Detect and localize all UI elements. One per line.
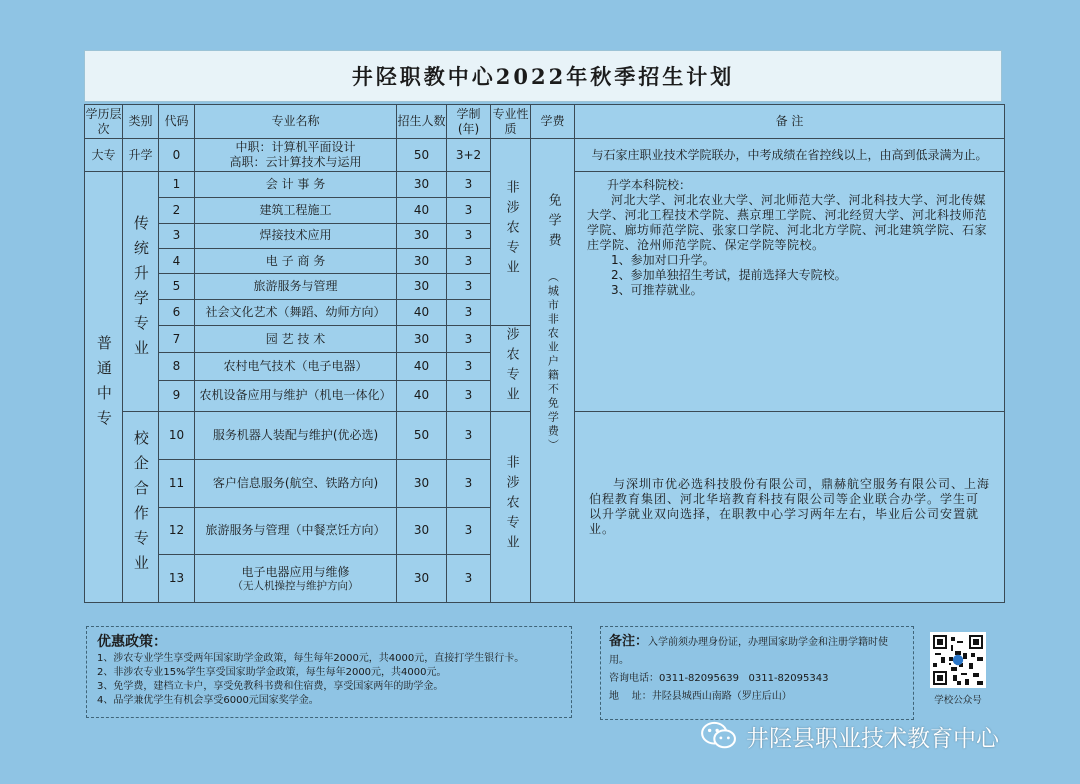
row-major: 焊接技术应用 [195, 223, 397, 248]
row-code: 12 [159, 507, 195, 555]
remark-traditional-item3: 3、可推荐就业。 [611, 282, 703, 297]
watermark-text: 井陉县职业技术教育中心 [746, 725, 999, 752]
nature-non-agri: 非涉农专业 [503, 180, 519, 281]
preferential-policy-box [86, 626, 572, 718]
row-major: 电 子 商 务 [195, 248, 397, 273]
fee-note: （城市非农业户籍不免学费） [546, 271, 560, 454]
row-enroll: 30 [397, 507, 447, 555]
row-code: 8 [159, 353, 195, 380]
row-code: 1 [159, 171, 195, 197]
row-years: 3 [447, 380, 491, 412]
page-title: 井陉职教中心2022年秋季招生计划 [351, 64, 735, 89]
row-code: 2 [159, 198, 195, 223]
college-code: 0 [159, 139, 195, 171]
policy-title: 优惠政策： [97, 634, 167, 650]
header-nature: 专业性质 [491, 105, 531, 139]
row-enroll: 40 [397, 198, 447, 223]
row-years: 3 [447, 459, 491, 507]
row-major: 旅游服务与管理 [195, 274, 397, 299]
qr-label: 学校公众号 [934, 695, 982, 706]
row-enroll: 30 [397, 171, 447, 197]
header-category: 类别 [123, 105, 159, 139]
row-code: 11 [159, 459, 195, 507]
row-years: 3 [447, 171, 491, 197]
college-major-line2: 高职：云计算技术与运用 [229, 155, 362, 170]
college-level: 大专 [85, 139, 123, 171]
table-row-college [85, 139, 1005, 171]
row-enroll: 40 [397, 380, 447, 412]
college-enroll: 50 [397, 139, 447, 171]
qr-code-icon [930, 632, 986, 688]
remark-traditional-heading: 升学本科院校： [607, 177, 692, 192]
table-header-row [85, 105, 1005, 139]
level-secondary-cell [85, 171, 123, 602]
row-code: 6 [159, 299, 195, 325]
row-years: 3 [447, 507, 491, 555]
category-enterprise-cell [123, 412, 159, 603]
row-enroll: 40 [397, 353, 447, 380]
row-years: 3 [447, 223, 491, 248]
remark-traditional-item1: 1、参加对口升学。 [611, 252, 715, 267]
header-code: 代码 [159, 105, 195, 139]
college-major [195, 139, 397, 171]
nature-agri: 涉农专业 [503, 326, 519, 407]
row-major: 服务机器人装配与维护(优必选) [195, 412, 397, 460]
row-major: 会 计 事 务 [195, 171, 397, 197]
fee-cell [531, 139, 575, 603]
row-years: 3 [447, 248, 491, 273]
row-enroll: 30 [397, 248, 447, 273]
row-major: 社会文化艺术（舞蹈、幼师方向） [195, 299, 397, 325]
address-label: 地 址： [609, 691, 652, 702]
remark-enterprise-text: 与深圳市优必选科技股份有限公司，鼎赫航空服务有限公司、上海伯程教育集团、河北华培教育科技有限公司等企业联合办学。学生可以升学就业双向选择，在职教中心学习两年左右，毕业后公司安置就业。 [589, 477, 991, 537]
row-years: 3 [447, 299, 491, 325]
nature-non-agri-2: 非涉农专业 [503, 455, 519, 556]
nature-agri-cell [491, 326, 531, 412]
row-code: 4 [159, 248, 195, 273]
row-code: 3 [159, 223, 195, 248]
header-level: 学历层次 [85, 105, 123, 139]
address-text: 井陉县城西山南路（罗庄后山） [651, 691, 792, 702]
college-category: 升学 [123, 139, 159, 171]
remark-enterprise [575, 412, 1005, 603]
row-major: 园 艺 技 术 [195, 326, 397, 353]
header-major: 专业名称 [195, 105, 397, 139]
notes-label: 备注： [609, 634, 649, 649]
row-major-main: 电子电器应用与维修 [241, 564, 350, 579]
row-enroll: 30 [397, 223, 447, 248]
policy-item: 2、非涉农专业15%学生享受国家助学金政策，每生每年2000元，共4000元。 [97, 667, 447, 678]
watermark [700, 718, 999, 754]
row-years: 3 [447, 326, 491, 353]
row-years: 3 [447, 274, 491, 299]
page-title-box [84, 50, 1002, 102]
category-school-enterprise: 校企合作专业 [131, 430, 150, 581]
header-remark: 备 注 [575, 105, 1005, 139]
policy-item: 1、涉农专业学生享受两年国家助学金政策，每生每年2000元，共4000元，直接打学生银行卡。 [97, 653, 525, 664]
phone-label: 咨询电话： [609, 673, 659, 684]
policy-item: 3、免学费，建档立卡户，享受免教科书费和住宿费，享受国家两年的助学金。 [97, 681, 444, 692]
row-major: 客户信息服务(航空、铁路方向) [195, 459, 397, 507]
row-years: 3 [447, 198, 491, 223]
category-traditional: 传统升学专业 [131, 214, 150, 365]
row-major [195, 555, 397, 603]
row-code: 13 [159, 555, 195, 603]
header-years: 学制(年) [447, 105, 491, 139]
header-enroll: 招生人数 [397, 105, 447, 139]
row-years: 3 [447, 412, 491, 460]
college-major-line1: 中职：计算机平面设计 [235, 140, 356, 155]
enrollment-plan-table [84, 104, 1005, 603]
nature-non-agri-2-cell [491, 412, 531, 603]
row-major: 旅游服务与管理（中餐烹饪方向） [195, 507, 397, 555]
category-traditional-cell [123, 171, 159, 411]
row-code: 10 [159, 412, 195, 460]
level-secondary: 普通中专 [94, 334, 113, 435]
row-code: 9 [159, 380, 195, 412]
row-code: 7 [159, 326, 195, 353]
notes-box [600, 626, 914, 720]
row-enroll: 40 [397, 299, 447, 325]
remark-traditional-item2: 2、参加单独招生考试，提前选择大专院校。 [611, 267, 847, 282]
row-major: 农村电气技术（电子电器） [195, 353, 397, 380]
remark-traditional-colleges: 河北大学、河北农业大学、河北师范大学、河北科技大学、河北传媒大学、河北工程技术学院、燕京理工学院、河北经贸大学、河北科技师范学院、廊坊师范学院、张家口学院、河北北方学院、河北建筑学院、石家庄学院、沧州师范学院、保定学院等院校。 [587, 192, 988, 252]
row-major: 建筑工程施工 [195, 198, 397, 223]
phone-numbers: 0311-82095639 0311-82095343 [659, 673, 829, 684]
college-remark: 与石家庄职业技术学院联办，中考成绩在省控线以上，由高到低录满为止。 [575, 139, 1005, 171]
remark-traditional [575, 171, 1005, 411]
row-enroll: 30 [397, 274, 447, 299]
row-major: 农机设备应用与维护（机电一体化） [195, 380, 397, 412]
row-major-sub: （无人机操控与维护方向） [232, 579, 359, 592]
wechat-icon [700, 721, 738, 751]
fee-main: 免学费 [545, 193, 561, 254]
header-fee: 学费 [531, 105, 575, 139]
row-years: 3 [447, 353, 491, 380]
college-years: 3+2 [447, 139, 491, 171]
row-enroll: 30 [397, 326, 447, 353]
notes-text: 入学前须办理身份证，办理国家助学金和注册学籍时使用。 [609, 637, 889, 666]
row-enroll: 30 [397, 459, 447, 507]
nature-non-agri-cell [491, 139, 531, 326]
row-years: 3 [447, 555, 491, 603]
row-enroll: 30 [397, 555, 447, 603]
row-enroll: 50 [397, 412, 447, 460]
policy-item: 4、品学兼优学生有机会享受6000元国家奖学金。 [97, 695, 319, 706]
row-code: 5 [159, 274, 195, 299]
